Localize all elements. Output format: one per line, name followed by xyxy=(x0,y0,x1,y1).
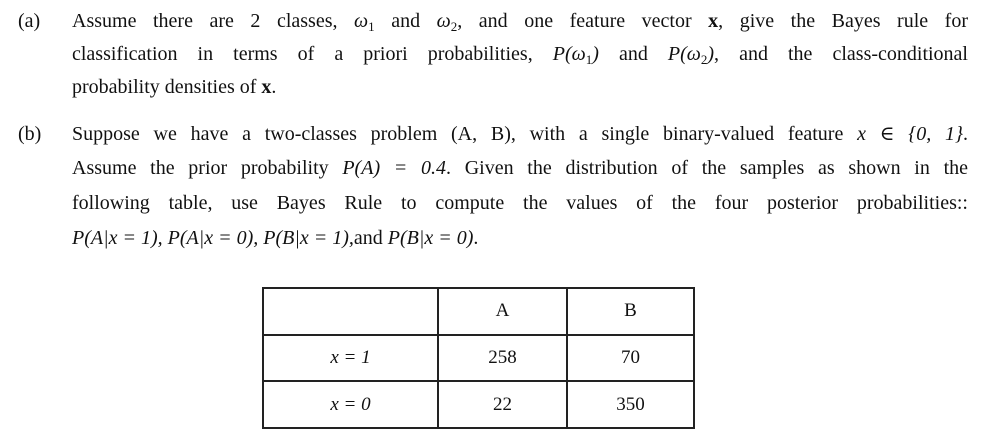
text-span: classification in terms of a priori probabilities, xyxy=(72,43,553,65)
table-corner-cell xyxy=(263,288,438,335)
text-span: and xyxy=(598,43,668,65)
table-row xyxy=(263,335,694,382)
prior-p-omega-2 xyxy=(668,43,714,65)
text-span: , give the Bayes rule for xyxy=(718,10,968,32)
cell-x0-a: 22 xyxy=(438,381,567,428)
part-b-line-3 xyxy=(72,188,968,218)
omega-2 xyxy=(437,10,458,32)
omega-symbol: ω xyxy=(354,10,369,32)
part-a-label: (a) xyxy=(18,10,41,32)
feature-vector-x: x xyxy=(708,10,719,32)
omega-symbol: ω xyxy=(436,10,451,32)
text-span: . xyxy=(473,227,479,249)
subscript: 2 xyxy=(700,52,708,67)
posterior-list-math: P(A|x = 1), P(A|x = 0), P(B|x = 1), xyxy=(72,227,354,249)
feature-vector-x: x xyxy=(261,76,272,98)
part-b-line-1 xyxy=(72,119,968,149)
part-a-line-3 xyxy=(72,72,968,102)
math-text: ) xyxy=(707,43,715,65)
text-span: probability densities of xyxy=(72,76,262,98)
math-text: P(ω xyxy=(667,43,701,65)
subscript: 1 xyxy=(585,52,593,67)
text-span: Suppose we have a two-classes problem (A, B), with a single binary-valued feature xyxy=(72,123,858,145)
question-part-b xyxy=(18,119,968,259)
row-label-x1: x = 1 xyxy=(263,335,438,382)
question-part-a xyxy=(18,6,968,102)
posterior-last-math: P(B|x = 0) xyxy=(387,227,474,249)
text-span: , and the class-conditional xyxy=(714,43,968,65)
part-b-label: (b) xyxy=(18,123,42,145)
sample-distribution-table xyxy=(262,287,695,429)
part-a-line-1 xyxy=(72,6,968,36)
text-span: . xyxy=(271,76,277,98)
column-header-a: A xyxy=(438,288,567,335)
part-a-line-2 xyxy=(72,39,968,69)
text-span: . xyxy=(963,123,968,145)
column-header-b: B xyxy=(567,288,694,335)
math-text: P(ω xyxy=(552,43,586,65)
subscript: 2 xyxy=(450,19,458,34)
cell-x0-b: 350 xyxy=(567,381,694,428)
subscript: 1 xyxy=(368,19,375,34)
omega-1 xyxy=(354,10,375,32)
text-span: following table, use Bayes Rule to compute the values of the four posterior probabilities:: xyxy=(72,192,968,214)
prior-p-omega-1 xyxy=(553,43,599,65)
prior-probability-math: P(A) = 0.4 xyxy=(342,157,447,179)
cell-x1-b: 70 xyxy=(567,335,694,382)
math-text: ) xyxy=(592,43,599,65)
text-span: and xyxy=(374,10,437,32)
feature-domain-math: x ∈ {0, 1} xyxy=(857,123,963,145)
text-span: , and one feature vector xyxy=(457,10,709,32)
table-header-row xyxy=(263,288,694,335)
text-span: and xyxy=(353,227,388,249)
part-b-line-4 xyxy=(72,223,968,253)
part-b-line-2 xyxy=(72,153,968,183)
table-row xyxy=(263,381,694,428)
row-label-x0: x = 0 xyxy=(263,381,438,428)
cell-x1-a: 258 xyxy=(438,335,567,382)
text-span: Assume the prior probability xyxy=(72,157,343,179)
text-span: Assume there are 2 classes, xyxy=(72,10,355,32)
text-span: . Given the distribution of the samples as shown in the xyxy=(446,157,968,179)
